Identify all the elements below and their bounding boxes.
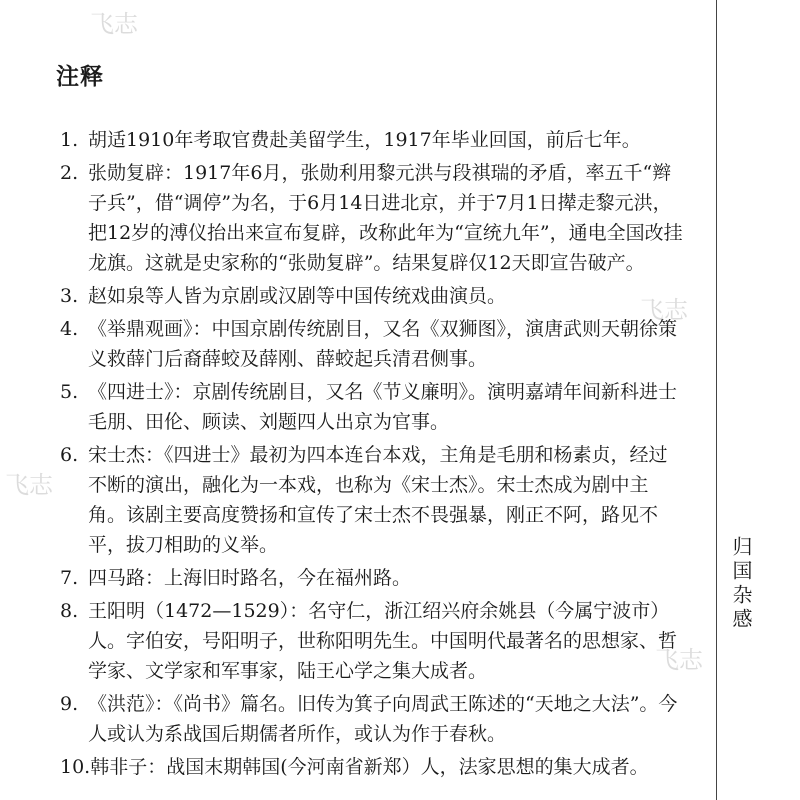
note-item bbox=[60, 158, 685, 278]
note-text: 韩非子：战国末期韩国(今河南省新郑）人，法家思想的集大成者。 bbox=[90, 756, 649, 778]
page-title: 注释 bbox=[56, 64, 104, 90]
note-text: 宋士杰：《四进士》最初为四本连台本戏，主角是毛朋和杨素贞，经过不断的演出，融化为一本戏，也称为《宋士杰》。宋士杰成为剧中主角。该剧主要高度赞扬和宣传了宋士杰不畏强暴，刚正不阿，路见不平，拔刀相助的义举。 bbox=[88, 444, 668, 556]
note-text: 《四进士》：京剧传统剧目，又名《节义廉明》。演明嘉靖年间新科进士毛朋、田伦、顾读、刘题四人出京为官事。 bbox=[88, 381, 678, 433]
watermark: 飞志 bbox=[655, 646, 703, 674]
note-text: 四马路：上海旧时路名，今在福州路。 bbox=[88, 567, 412, 589]
note-text: 胡适1910年考取官费赴美留学生，1917年毕业回国，前后七年。 bbox=[88, 129, 641, 151]
note-item bbox=[60, 314, 685, 374]
note-text: 《洪范》：《尚书》篇名。旧传为箕子向周武王陈述的“天地之大法”。今人或认为系战国后期儒者所作，或认为作于春秋。 bbox=[88, 693, 678, 745]
note-number: 1. bbox=[60, 129, 79, 151]
note-item bbox=[60, 689, 685, 749]
watermark: 飞志 bbox=[5, 471, 53, 499]
note-item bbox=[60, 440, 685, 560]
note-number: 10. bbox=[60, 756, 91, 778]
note-number: 5. bbox=[60, 381, 79, 403]
note-number: 9. bbox=[60, 693, 79, 715]
note-item bbox=[60, 563, 685, 593]
note-item bbox=[60, 752, 685, 782]
note-item bbox=[60, 281, 685, 311]
running-section-title: 归国杂感 bbox=[729, 536, 753, 632]
note-text: 赵如泉等人皆为京剧或汉剧等中国传统戏曲演员。 bbox=[88, 285, 507, 307]
notes-list bbox=[60, 125, 685, 785]
note-text: 《举鼎观画》：中国京剧传统剧目，又名《双狮图》，演唐武则天朝徐策义救薛门后裔薛蛟及薛刚、薛蛟起兵清君侧事。 bbox=[88, 318, 678, 370]
watermark: 飞志 bbox=[90, 10, 138, 38]
note-number: 8. bbox=[60, 600, 79, 622]
note-item bbox=[60, 596, 685, 686]
note-number: 4. bbox=[60, 318, 79, 340]
note-number: 3. bbox=[60, 285, 79, 307]
note-item bbox=[60, 125, 685, 155]
note-number: 2. bbox=[60, 162, 79, 184]
watermark: 飞志 bbox=[640, 296, 688, 324]
margin-divider bbox=[716, 0, 717, 800]
note-text: 张勋复辟：1917年6月，张勋利用黎元洪与段祺瑞的矛盾，率五千“辫子兵”，借“调停”为名，于6月14日进北京，并于7月1日撵走黎元洪，把12岁的溥仪抬出来宣布复辟，改称此年为“宣统九年”，通电全国改挂龙旗。这就是史家称的“张勋复辟”。结果复辟仅12天即宣告破产。 bbox=[88, 162, 683, 274]
note-number: 6. bbox=[60, 444, 79, 466]
note-text: 王阳明（1472—1529）：名守仁，浙江绍兴府余姚县（今属宁波市）人。字伯安，号阳明子，世称阳明先生。中国明代最著名的思想家、哲学家、文学家和军事家，陆王心学之集大成者。 bbox=[88, 600, 678, 682]
note-number: 7. bbox=[60, 567, 79, 589]
note-item bbox=[60, 377, 685, 437]
